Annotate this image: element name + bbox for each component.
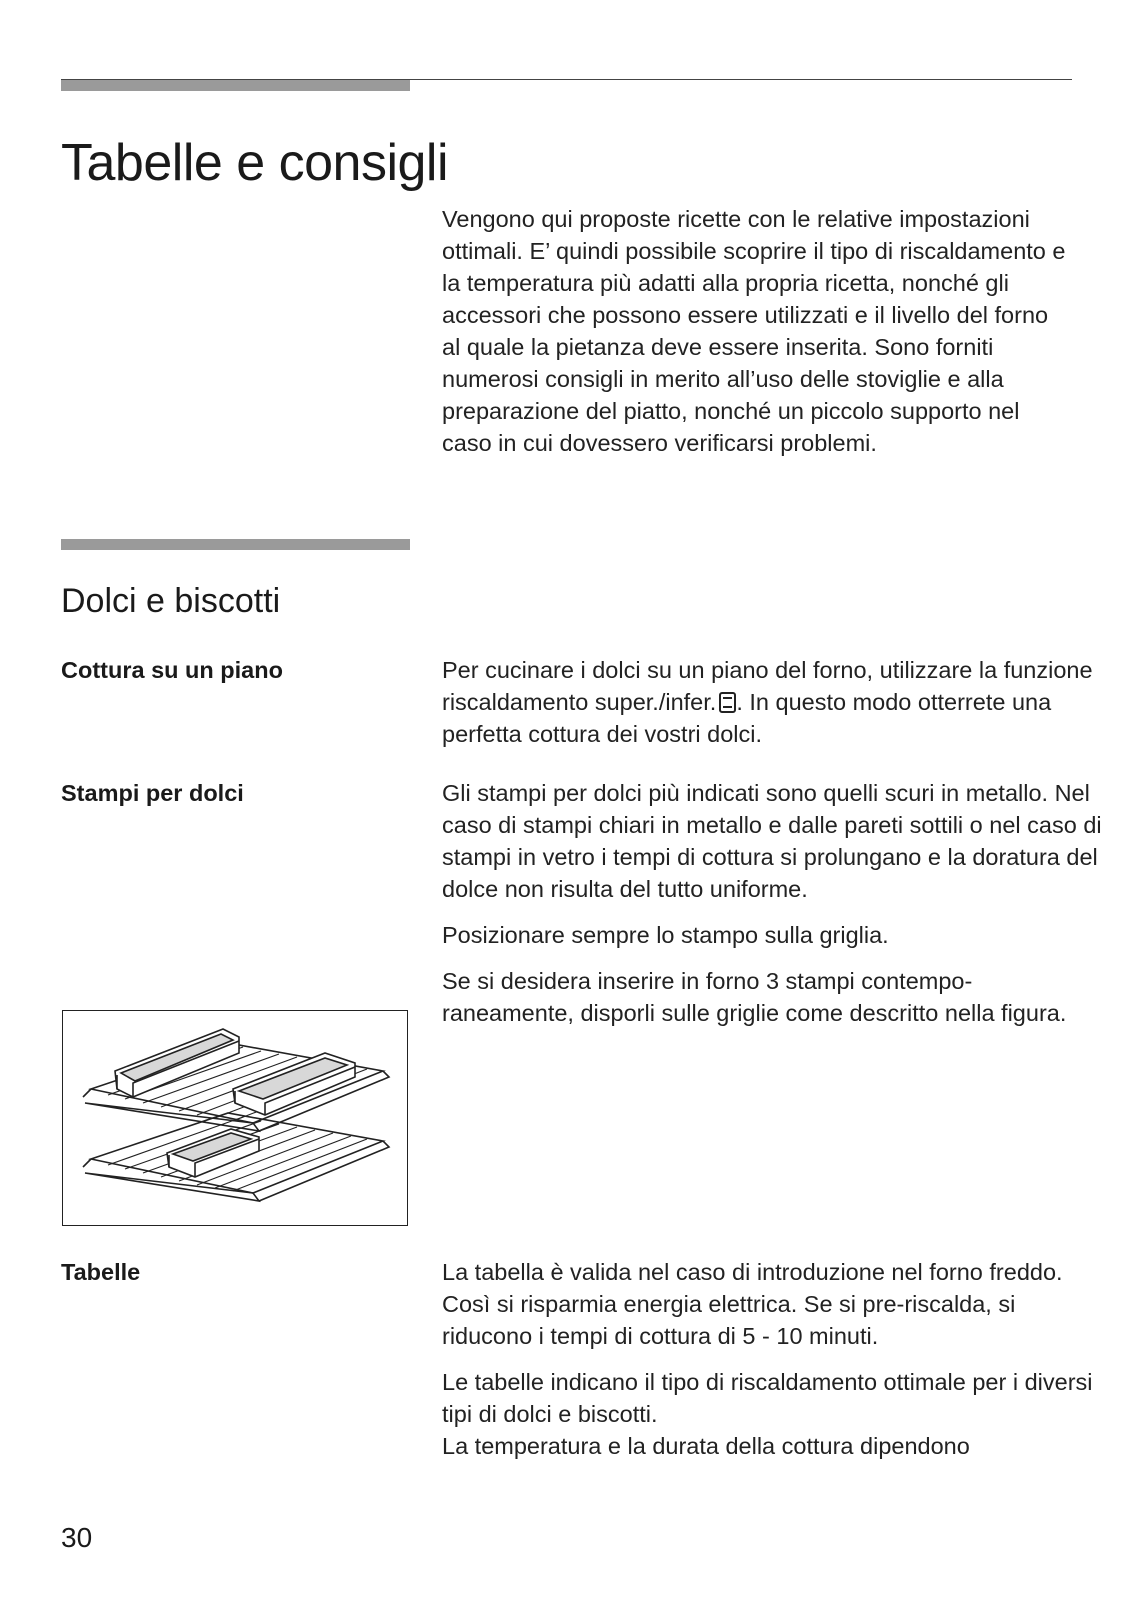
side-label-tabelle: Tabelle xyxy=(61,1259,141,1285)
stampi-paragraph-1: Gli stampi per dolci più indicati sono quelli scuri in metallo. Nel caso di stampi chiari in metallo e dalle pareti sottili o nel caso di stampi in vetro i tempi di cottura si prolungano e la doratura del dolce non risulta del tutto uniforme. xyxy=(442,780,1102,902)
stampi-paragraph-3: Se si desidera inserire in forno 3 stampi contempo-raneamente, disporli sulle griglie come descritto nella figura. xyxy=(442,968,1067,1026)
baking-tins-on-racks-illustration xyxy=(62,1010,408,1226)
intro-paragraph: Vengono qui proposte ricette con le relative impostazioni ottimali. E’ quindi possibile scoprire il tipo di riscaldamento e la temperatura più adatti alla propria ricetta, nonché gli accessori che possono essere utilizzati e il livello del forno al quale la pietanza deve essere inserita. Sono forniti numerosi consigli in merito all’uso delle stoviglie e alla preparazione del piatto, nonché un piccolo supporto nel caso in cui dovessero verificarsi problemi. xyxy=(442,206,1066,456)
tabelle-text xyxy=(442,1256,1102,1476)
tabelle-paragraph-3: La temperatura e la durata della cottura dipendono xyxy=(442,1433,970,1459)
stampi-text xyxy=(442,777,1102,1043)
tabelle-paragraph-1: La tabella è valida nel caso di introduzione nel forno freddo. Così si risparmia energia elettrica. Se si pre-riscalda, si riducono i tempi di cottura di 5 - 10 minuti. xyxy=(442,1259,1063,1349)
side-label-stampi: Stampi per dolci xyxy=(61,780,244,806)
title-rule xyxy=(61,79,1072,80)
racks-drawing xyxy=(63,1011,407,1225)
cottura-text xyxy=(442,654,1102,764)
title-accent-bar xyxy=(61,80,410,91)
page-number: 30 xyxy=(61,1522,93,1553)
tabelle-paragraph-2: Le tabelle indicano il tipo di riscaldamento ottimale per i diversi tipi di dolci e biscotti. xyxy=(442,1369,1093,1427)
section-accent-bar xyxy=(61,539,410,550)
stampi-paragraph-2: Posizionare sempre lo stampo sulla griglia. xyxy=(442,922,889,948)
side-label-cottura: Cottura su un piano xyxy=(61,657,283,683)
intro-text xyxy=(442,203,1072,473)
cottura-paragraph xyxy=(442,654,1102,750)
page-title: Tabelle e consigli xyxy=(61,133,449,192)
top-bottom-heat-icon xyxy=(719,692,736,713)
section-heading: Dolci e biscotti xyxy=(61,582,281,621)
cottura-text-a: Per cucinare i dolci su un piano del forno, utilizzare la funzione riscaldamento super./infer. xyxy=(442,657,1093,715)
cottura-text-b: . In questo modo otterrete una perfetta cottura dei vostri dolci. xyxy=(442,689,1052,747)
